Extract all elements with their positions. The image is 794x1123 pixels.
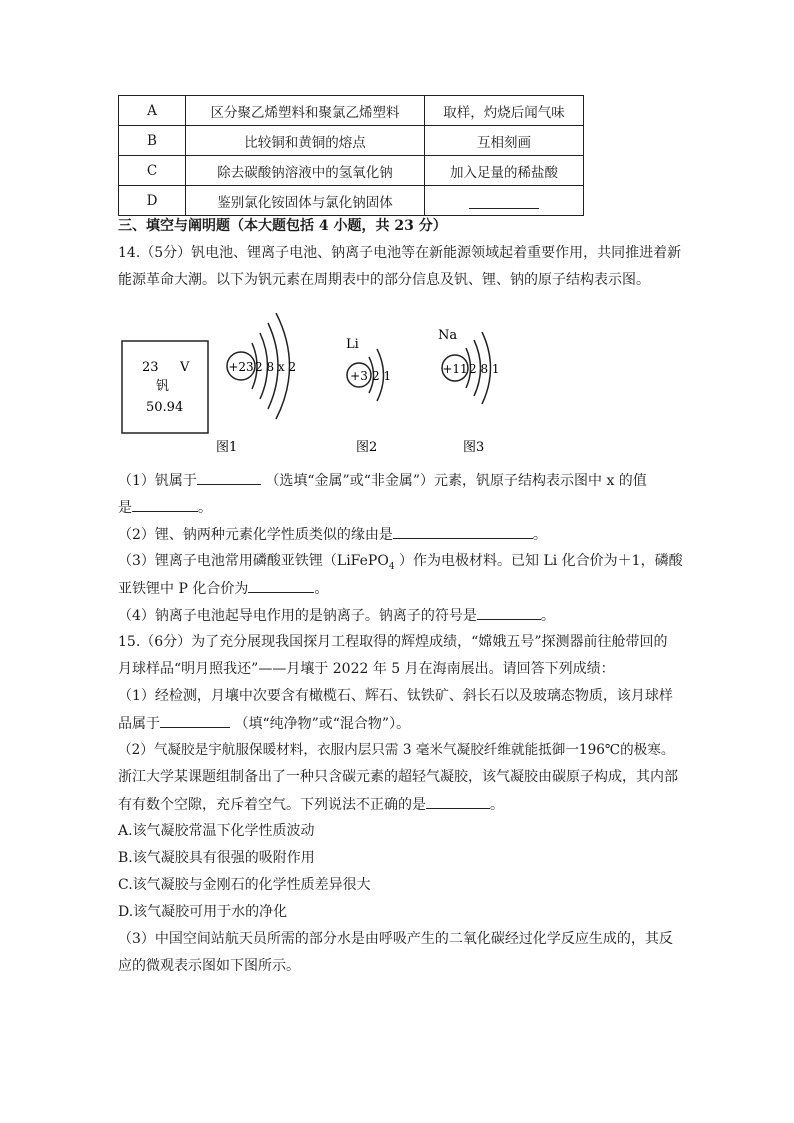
option-method: 互相刻画: [425, 126, 584, 156]
option-letter: B: [119, 126, 186, 156]
element-label: Na: [438, 328, 458, 343]
nucleus-charge: +3: [350, 369, 368, 383]
option-b: B.该气凝胶具有很强的吸附作用: [118, 850, 315, 866]
option-letter: C: [119, 156, 186, 186]
q15-part2-line2: 浙江大学某课题组制备出了一种只含碳元素的超轻气凝胶，该气凝胶由碳原子构成，其内部: [118, 769, 678, 785]
electron-shells: 2 8 1: [469, 362, 500, 376]
q14-intro-line1: 14.（5分）钒电池、锂离子电池、钠离子电池等在新能源领域起着重要作用，共同推进着新: [118, 245, 682, 261]
q15-part1-line1: （1）经检测，月壤中次要含有橄榄石、辉石、钛铁矿、斜长石以及玻璃态物质，该月球样: [118, 688, 673, 704]
option-experiment: 除去碳酸钠溶液中的氢氧化钠: [186, 156, 425, 186]
option-experiment: 鉴别氯化铵固体与氯化钠固体: [186, 186, 425, 216]
options-table: [118, 95, 584, 216]
q15-intro-line2: 月球样品“明月照我还”——月壤于 2022 年 5 月在海南展出。请回答下列成绩：: [118, 661, 615, 677]
section-heading: 三、填空与阐明题（本大题包括 4 小题，共 23 分）: [118, 218, 447, 234]
table-row: [119, 186, 584, 216]
q14-part1-line2: 是 。: [118, 497, 212, 518]
nucleus-charge: +11: [442, 362, 468, 376]
electron-shells: 2 8 x 2: [255, 360, 297, 374]
atomic-structure-figure: [118, 313, 518, 463]
option-method: 加入足量的稀盐酸: [425, 156, 584, 186]
option-c: C.该气凝胶与金刚石的化学性质差异很大: [118, 877, 371, 893]
table-row: [119, 96, 584, 126]
option-method: 取样，灼烧后闻气味: [425, 96, 584, 126]
sodium-atom-diagram: [438, 328, 500, 404]
atomic-number: 23: [142, 360, 159, 375]
q14-part3-line2: 亚铁锂中 P 化合价为 。: [118, 578, 328, 599]
figure-caption: 图3: [463, 440, 485, 455]
table-row: [119, 126, 584, 156]
option-letter: D: [119, 186, 186, 216]
q15-part3-line1: （3）中国空间站航天员所需的部分水是由呼吸产生的二氧化碳经过化学反应生成的，其反: [118, 931, 673, 947]
option-method-blank: [425, 186, 584, 216]
answer-blank: [477, 605, 541, 620]
nucleus-charge: +23: [228, 360, 254, 374]
figure-caption: 图1: [216, 440, 238, 455]
element-symbol: V: [180, 360, 190, 375]
q14-part2: （2）锂、钠两种元素化学性质类似的缘由是 。: [118, 524, 547, 545]
answer-blank: [426, 794, 490, 809]
q14-part1-line1: （1）钒属于 （选填“金属”或“非金属”）元素，钒原子结构表示图中 x 的值: [118, 470, 647, 491]
q15-part2-line3: 有有数个空隙，充斥着空气。下列说法不正确的是 。: [118, 794, 504, 815]
vanadium-atom-diagram: [227, 313, 296, 419]
q15-intro-line1: 15.（6分）为了充分展现我国探月工程取得的辉煌成绩，“嫦娥五号”探测器前往舱带回的: [118, 634, 668, 650]
option-letter: A: [119, 96, 186, 126]
element-label: Li: [346, 337, 359, 352]
q14-part3-line1: （3）锂离子电池常用磷酸亚铁锂（LiFePO$_4$ ）作为电极材料。已知 Li 化合价为＋1，磷酸: [118, 553, 683, 572]
lithium-atom-diagram: [346, 337, 391, 401]
answer-blank: [393, 524, 533, 539]
q15-part3-line2: 应的微观表示图如下图所示。: [118, 958, 300, 974]
answer-blank: [248, 578, 314, 593]
option-experiment: 区分聚乙烯塑料和聚氯乙烯塑料: [186, 96, 425, 126]
electron-shells: 2 1: [372, 369, 392, 383]
q15-part1-line2: 品属于 （填“纯净物”或“混合物”）。: [118, 713, 410, 734]
element-name: 钒: [156, 379, 170, 394]
answer-blank: [469, 194, 539, 209]
atomic-mass: 50.94: [146, 400, 184, 415]
vanadium-element-cell: [122, 341, 208, 433]
answer-blank: [197, 470, 261, 485]
q15-part2-line1: （2）气凝胶是宇航服保暖材料，衣服内层只需 3 毫米气凝胶纤维就能抵御一196℃的极寒。: [118, 742, 675, 758]
option-a: A.该气凝胶常温下化学性质波动: [118, 823, 315, 839]
option-experiment: 比较铜和黄铜的熔点: [186, 126, 425, 156]
figure-caption: 图2: [356, 440, 378, 455]
answer-blank: [160, 713, 230, 728]
table-row: [119, 156, 584, 186]
option-d: D.该气凝胶可用于水的净化: [118, 904, 288, 920]
q14-part4: （4）钠离子电池起导电作用的是钠离子。钠离子的符号是 。: [118, 605, 555, 626]
q14-intro-line2: 能源革命大潮。以下为钒元素在周期表中的部分信息及钒、锂、钠的原子结构表示图。: [118, 272, 650, 288]
answer-blank: [132, 497, 198, 512]
